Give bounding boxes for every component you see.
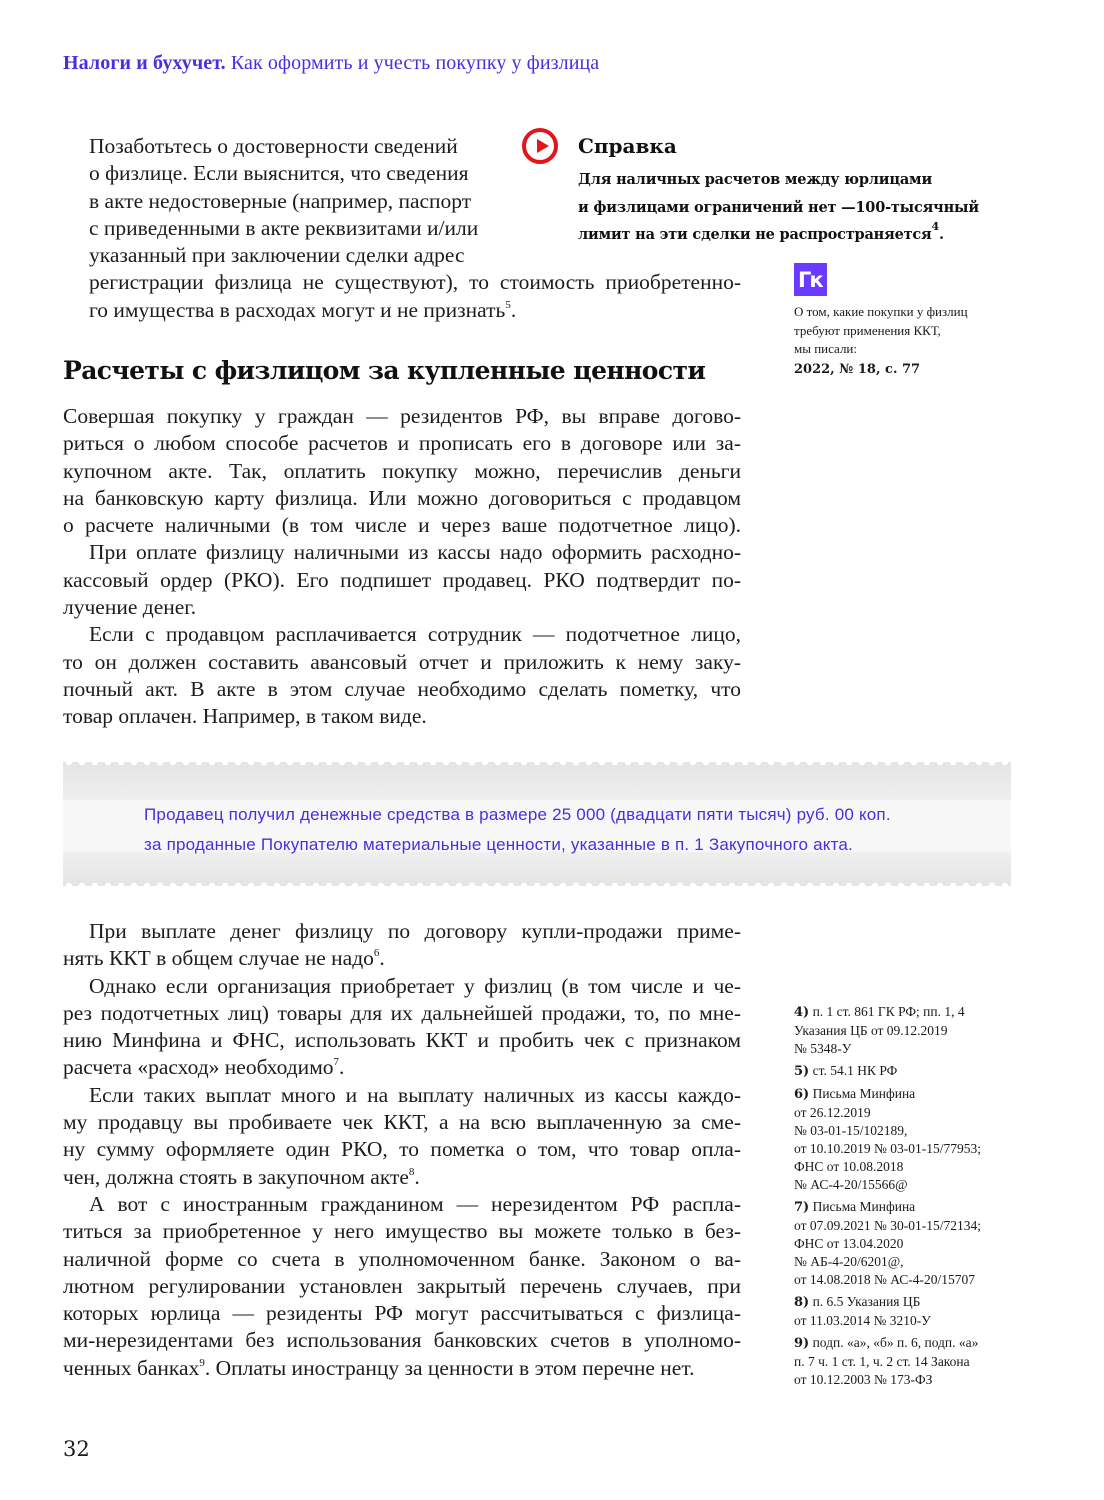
body-line: о расчете наличными (в том числе и через ваше подотчетное лицо). [63, 513, 741, 538]
body-line: риться о любом способе расчетов и прописать его в договоре или за- [63, 431, 741, 456]
body-line: титься за приобретенное у него имущество вы можете только в без- [63, 1219, 741, 1244]
footnote-number: 7) [794, 1200, 810, 1215]
body-line: на банковскую карту физлица. Или можно договориться с продавцом [63, 485, 741, 510]
footnote-ref[interactable]: 8 [408, 1165, 415, 1178]
footnote-number: 6) [794, 1087, 810, 1102]
body-text: чен, должна стоять в закупочном акте [63, 1164, 409, 1189]
sample-line: Продавец получил денежные средства в размере 25 000 (двадцати пяти тысяч) руб. 00 коп. [144, 805, 891, 824]
running-head-title: Как оформить и учесть покупку у физлица [230, 52, 600, 74]
footnote-7 [794, 1198, 1054, 1289]
body-line [63, 1355, 741, 1382]
intro-line: с приведенными в акте реквизитами и/или [89, 215, 479, 240]
body-line: Если таких выплат много и на выплату наличных из кассы каждо- [89, 1082, 741, 1107]
gk-logo-text: Гк [798, 268, 822, 292]
note-line [578, 221, 1038, 249]
body-line: Однако если организация приобретает у физлиц (в том числе и че- [89, 973, 741, 998]
footnote-4 [794, 1003, 1054, 1058]
footnote-ref[interactable]: 7 [333, 1056, 340, 1069]
body-line: товар оплачен. Например, в таком виде. [63, 704, 427, 729]
body-line: рез подотчетных лиц) товары для их дальнейшей продажи, то, по мне- [63, 1000, 741, 1025]
footnote-5 [794, 1062, 1054, 1081]
footnote-text: № АС-4-20/15566@ [794, 1177, 908, 1192]
side-ref-line: требуют применения ККТ, [794, 322, 941, 338]
section-body-b [63, 918, 741, 1382]
note-text: лимит на эти сделки не распространяется [578, 226, 932, 243]
footnote-text: Указания ЦБ от 09.12.2019 [794, 1023, 948, 1038]
footnote-ref[interactable]: 5 [505, 298, 511, 311]
sample-band [63, 762, 1011, 886]
footnote-6 [794, 1085, 1054, 1194]
intro-line: о физлице. Если выяснится, что сведения [89, 161, 469, 186]
body-text: . Оплаты иностранцу за ценности в этом перечне нет. [204, 1355, 695, 1380]
running-head [63, 52, 599, 75]
body-text: расчета «расход» необходимо [63, 1055, 334, 1080]
footnote-text: Письма Минфина [812, 1199, 916, 1214]
body-line: наличной форме со счета в уполномоченном банке. Законом о ва- [63, 1246, 741, 1271]
body-line: А вот с иностранным гражданином — нерезидентом РФ распла- [89, 1191, 741, 1216]
punctuation: . [939, 226, 944, 243]
body-line: то он должен составить авансовый отчет и приложить к нему заку- [63, 649, 741, 674]
side-ref-source[interactable]: 2022, № 18, с. 77 [794, 361, 921, 377]
body-line: При выплате денег физлицу по договору купли-продажи приме- [89, 919, 741, 943]
body-line: которых юрлица — резиденты РФ могут рассчитываться с физлица- [63, 1301, 741, 1326]
body-line [63, 1054, 741, 1081]
footnote-ref[interactable]: 6 [373, 947, 380, 960]
play-icon [522, 128, 558, 164]
footnote-8 [794, 1293, 1054, 1330]
punctuation: . [414, 1164, 420, 1189]
sample-text [144, 800, 891, 860]
body-line: нию Минфина и ФНС, использовать ККТ и пробить чек с признаком [63, 1028, 741, 1053]
footnote-text: Письма Минфина [812, 1086, 916, 1101]
side-reference [794, 303, 1044, 379]
intro-text: го имущества в расходах могут и не признать [89, 297, 506, 322]
footnote-9 [794, 1334, 1054, 1389]
footnote-text: от 10.10.2019 № 03-01-15/77953; [794, 1141, 981, 1156]
footnote-ref[interactable]: 4 [931, 220, 940, 233]
footnote-text: ст. 54.1 НК РФ [812, 1063, 898, 1078]
punctuation: . [379, 946, 385, 971]
footnote-text: ФНС от 13.04.2020 [794, 1236, 904, 1251]
sample-line: за проданные Покупателю материальные ценности, указанные в п. 1 Закупочного акта. [144, 835, 853, 854]
footnote-number: 5) [794, 1064, 810, 1079]
footnote-text: п. 1 ст. 861 ГК РФ; пп. 1, 4 [812, 1004, 965, 1019]
footnote-text: п. 6.5 Указания ЦБ [812, 1294, 921, 1309]
body-line: Совершая покупку у граждан — резидентов РФ, вы вправе догово- [63, 404, 741, 428]
body-line: кассовый ордер (РКО). Его подпишет продавец. РКО подтвердит по- [63, 567, 741, 592]
running-head-section: Налоги и бухучет. [63, 52, 226, 74]
footnotes [794, 1003, 1054, 1393]
footnote-text: от 14.08.2018 № АС-4-20/15707 [794, 1272, 976, 1287]
footnote-text: от 07.09.2021 № 30-01-15/72134; [794, 1218, 981, 1233]
body-line [63, 1164, 741, 1191]
intro-line: в акте недостоверные (например, паспорт [89, 188, 472, 213]
footnote-text: от 26.12.2019 [794, 1105, 871, 1120]
footnote-text: № 5348-У [794, 1041, 852, 1056]
footnote-text: ФНС от 10.08.2018 [794, 1159, 904, 1174]
body-line: купочном акте. Так, оплатить покупку можно, перечислив деньги [63, 458, 741, 483]
body-line: Если с продавцом расплачивается сотрудник — подотчетное лицо, [89, 622, 741, 647]
body-text: ченных банках [63, 1355, 200, 1380]
section-heading: Расчеты с физлицом за купленные ценности [63, 356, 706, 385]
scallop-edge [63, 762, 1011, 768]
body-line: му продавцу вы пробиваете чек ККТ, а на всю выплаченную за сме- [63, 1110, 741, 1135]
footnote-text: от 11.03.2014 № 3210-У [794, 1313, 931, 1328]
scallop-edge [63, 880, 1011, 886]
intro-line: Позаботьтесь о достоверности сведений [89, 134, 458, 158]
intro-line: указанный при заключении сделки адрес [89, 243, 465, 268]
body-line: При оплате физлицу наличными из кассы надо оформить расходно- [89, 540, 741, 565]
footnote-text: п. 7 ч. 1 ст. 1, ч. 2 ст. 14 Закона [794, 1354, 970, 1369]
body-line: ми-нерезидентами без использования банковских счетов в уполномо- [63, 1328, 741, 1353]
footnote-ref[interactable]: 9 [199, 1356, 205, 1369]
punctuation: . [510, 297, 517, 322]
intro-line: регистрации физлица не существуют), то стоимость приобретенно- [89, 270, 741, 295]
footnote-number: 9) [794, 1336, 810, 1351]
footnote-text: № 03-01-15/102189, [794, 1123, 908, 1138]
note-line: Для наличных расчетов между юрлицами [578, 171, 932, 188]
punctuation: . [339, 1055, 345, 1080]
footnote-number: 4) [794, 1005, 810, 1020]
footnote-text: подп. «а», «б» п. 6, подп. «а» [812, 1335, 979, 1350]
footnote-number: 8) [794, 1295, 810, 1310]
body-line: ну сумму оформляете один РКО, то пометка о том, что товар опла- [63, 1137, 741, 1162]
body-line [63, 945, 741, 972]
note-title: Справка [578, 134, 677, 158]
footnote-text: от 10.12.2003 № 173-ФЗ [794, 1372, 933, 1387]
footnote-text: № АБ-4-20/6201@, [794, 1254, 904, 1269]
side-ref-line: мы писали: [794, 341, 857, 356]
side-ref-line: О том, какие покупки у физлиц [794, 304, 968, 319]
body-line: лучение денег. [63, 595, 197, 620]
body-line: лютном регулировании установлен закрытый перечень случаев, при [63, 1273, 741, 1298]
note-body [578, 166, 1038, 249]
gk-logo-icon [794, 263, 827, 296]
body-line: почный акт. В акте в этом случае необходимо сделать пометку, что [63, 676, 741, 701]
intro-line-last [63, 297, 741, 324]
note-line: и физлицами ограничений нет —100-тысячный [578, 198, 979, 216]
section-body-a [63, 403, 741, 731]
body-text: нять ККТ в общем случае не надо [63, 946, 374, 971]
page-number: 32 [63, 1437, 90, 1461]
